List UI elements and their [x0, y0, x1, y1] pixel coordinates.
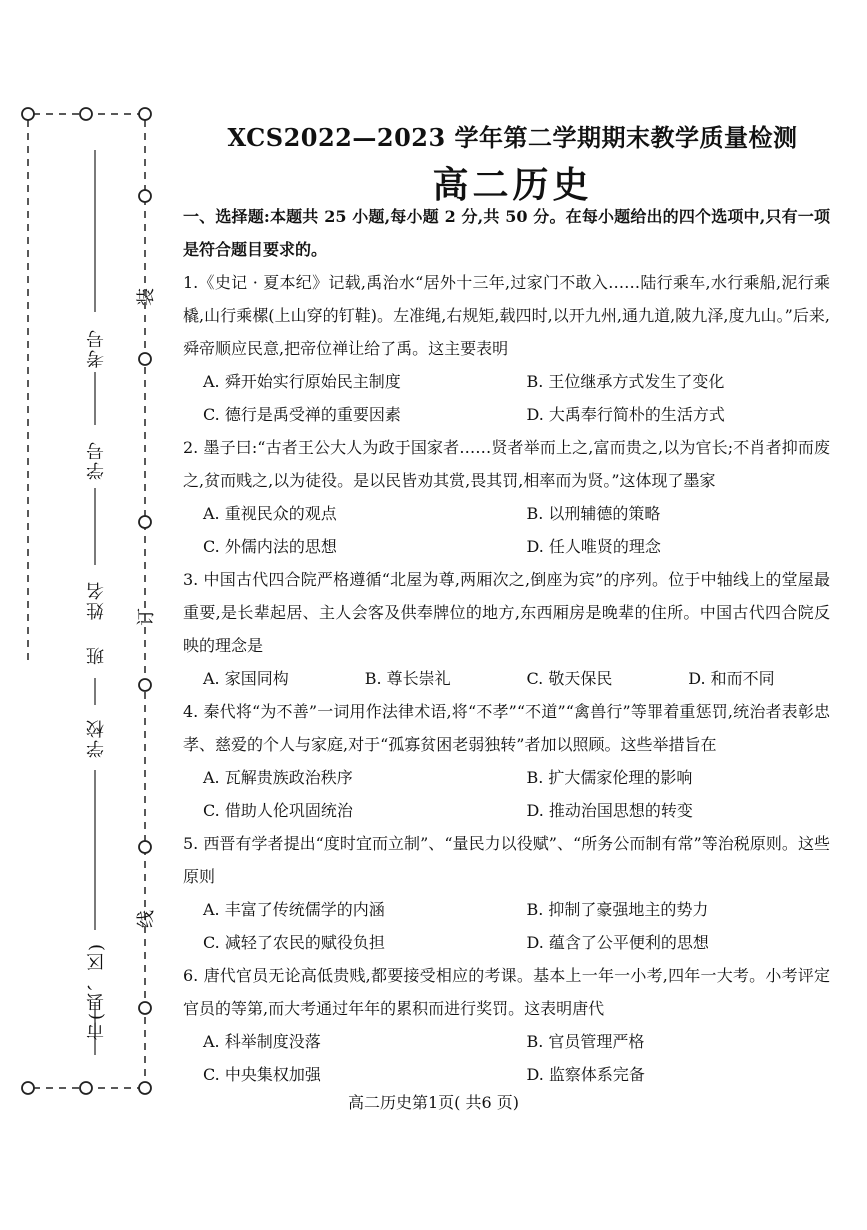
option-a: A. 瓦解贵族政治秩序 [203, 768, 353, 787]
question-options [183, 1025, 830, 1091]
question-1 [183, 266, 830, 431]
option-d: D. 蕴含了公平便利的思想 [526, 933, 709, 952]
name-label: 姓名 [86, 580, 107, 620]
option-c: C. 减轻了农民的赋役负担 [203, 933, 385, 952]
question-6 [183, 959, 830, 1091]
question-2 [183, 431, 830, 563]
question-stem: 2. 墨子曰:“古者王公大人为政于国家者……贤者举而上之,富而贵之,以为官长;不肖者抑而废之,贫而贱之,以为徒役。是以民皆劝其赏,畏其罚,相率而为贤。”这体现了墨家 [183, 438, 830, 490]
option-b: B. 以刑辅德的策略 [526, 504, 661, 523]
question-stem: 3. 中国古代四合院严格遵循“北屋为尊,两厢次之,倒座为宾”的序列。位于中轴线上的堂屋最重要,是长辈起居、主人会客及供奉牌位的地方,东西厢房是晚辈的住所。中国古代四合院反映的理念是 [183, 570, 830, 655]
option-b: B. 王位继承方式发生了变化 [526, 372, 725, 391]
option-c: C. 借助人伦巩固统治 [203, 801, 353, 820]
question-options [183, 893, 830, 959]
option-a: A. 丰富了传统儒学的内涵 [203, 900, 385, 919]
option-a: A. 家国同构 [203, 669, 289, 688]
question-stem: 1.《史记 · 夏本纪》记载,禹治水“居外十三年,过家门不敢入……陆行乘车,水行乘船,泥行乘橇,山行乘樏(上山穿的钉鞋)。左准绳,右规矩,载四时,以开九州,通九道,陂九泽,度九山。”后来,舜帝顺应民意,把帝位禅让给了禹。这主要表明 [183, 273, 830, 358]
question-content [183, 200, 830, 1091]
city-county-label: 市(县、区) [86, 942, 107, 1041]
class-label: 班 [86, 645, 107, 665]
exam-title: XCS2022—2023 学年第二学期期末教学质量检测 [227, 123, 798, 152]
question-5 [183, 827, 830, 959]
option-d: D. 推动治国思想的转变 [526, 801, 693, 820]
exam-header [180, 118, 845, 208]
option-c: C. 德行是禹受禅的重要因素 [203, 405, 401, 424]
option-c: C. 中央集权加强 [203, 1065, 321, 1084]
question-options [183, 365, 830, 431]
exam-number-label: 考号 [86, 328, 107, 368]
question-options [183, 761, 830, 827]
section-instructions: 一、选择题:本题共 25 小题,每小题 2 分,共 50 分。在每小题给出的四个选项中,只有一项是符合题目要求的。 [183, 207, 830, 259]
question-options [183, 497, 830, 563]
cut-mark-ding: 订 [136, 608, 157, 626]
option-a: A. 舜开始实行原始民主制度 [203, 372, 401, 391]
option-c: C. 外儒内法的思想 [203, 537, 337, 556]
option-d: D. 大禹奉行简朴的生活方式 [526, 405, 725, 424]
option-d: D. 任人唯贤的理念 [526, 537, 661, 556]
school-label: 学校 [86, 718, 107, 758]
question-stem: 5. 西晋有学者提出“度时宜而立制”、“量民力以役赋”、“所务公而制有常”等治税原则。这些原则 [183, 834, 830, 886]
cut-mark-xian: 线 [136, 910, 157, 928]
student-number-label: 学号 [86, 440, 107, 480]
option-c: C. 敬天保民 [526, 669, 613, 688]
question-3 [183, 563, 830, 695]
option-b: B. 官员管理严格 [526, 1032, 645, 1051]
question-options [183, 662, 830, 695]
option-d: D. 监察体系完备 [526, 1065, 645, 1084]
option-b: B. 尊长崇礼 [364, 669, 451, 688]
subject-title: 高二历史 [432, 164, 593, 206]
option-b: B. 抑制了豪强地主的势力 [526, 900, 709, 919]
cut-mark-zhuang: 装 [136, 288, 157, 306]
page-footer: 高二历史第1页( 共6 页) [347, 1093, 520, 1112]
binding-margin [0, 0, 170, 1226]
option-a: A. 科举制度没落 [203, 1032, 321, 1051]
question-stem: 6. 唐代官员无论高低贵贱,都要接受相应的考课。基本上一年一小考,四年一大考。小考评定官员的等第,而大考通过年年的累积而进行奖罚。这表明唐代 [183, 966, 830, 1018]
question-4 [183, 695, 830, 827]
option-a: A. 重视民众的观点 [203, 504, 337, 523]
question-stem: 4. 秦代将“为不善”一词用作法律术语,将“不孝”“不道”“禽兽行”等罪着重惩罚,统治者表彰忠孝、慈爱的个人与家庭,对于“孤寡贫困老弱独转”者加以照顾。这些举措旨在 [183, 702, 830, 754]
option-d: D. 和而不同 [688, 669, 775, 688]
option-b: B. 扩大儒家伦理的影响 [526, 768, 693, 787]
